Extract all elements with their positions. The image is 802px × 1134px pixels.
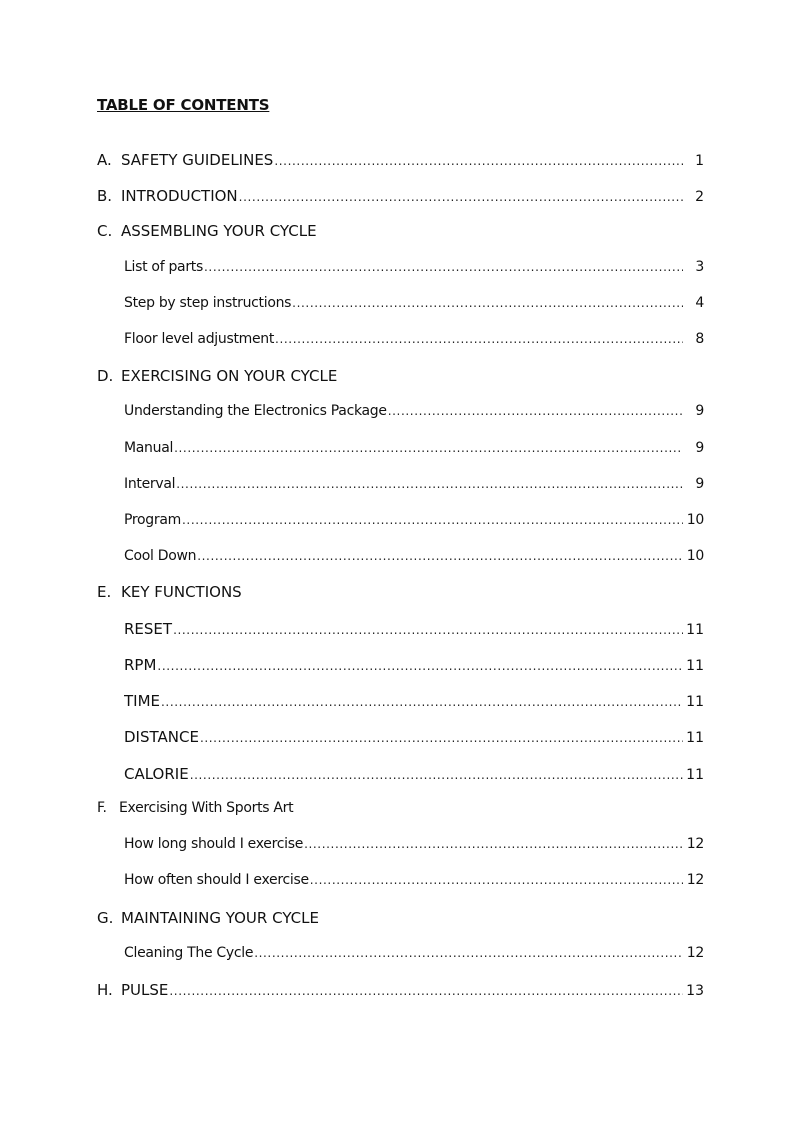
- toc-entry-pulse: [97, 981, 704, 999]
- toc-entry-letter: C.: [97, 222, 113, 240]
- toc-entry-page: 4: [695, 295, 704, 311]
- toc-entry-text: Interval: [124, 476, 176, 492]
- toc-entry-page: 11: [686, 658, 704, 674]
- toc-entry-page: 9: [695, 403, 704, 419]
- toc-entry-page: 11: [686, 694, 704, 710]
- toc-entry-text: Exercising With Sports Art: [119, 800, 294, 816]
- toc-entry-introduction: [97, 187, 704, 205]
- toc-entry-page: 3: [695, 259, 704, 275]
- toc-entry-text: TIME: [124, 692, 161, 710]
- dot-leader: [161, 695, 683, 709]
- toc-entry-letter: H.: [97, 981, 113, 999]
- toc-entry-text: List of parts: [124, 259, 203, 275]
- dot-leader: [169, 984, 683, 998]
- toc-entry-page: 8: [695, 331, 704, 347]
- toc-entry-text: Cleaning The Cycle: [124, 945, 254, 961]
- toc-entry-letter: G.: [97, 909, 114, 927]
- toc-entry-text: Program: [124, 512, 181, 528]
- toc-title: TABLE OF CONTENTS: [97, 96, 270, 114]
- toc-entry-text: MAINTAINING YOUR CYCLE: [121, 909, 319, 927]
- toc-entry-text: Cool Down: [124, 548, 197, 564]
- toc-entry-program: [124, 512, 704, 528]
- toc-entry-text: Floor level adjustment: [124, 331, 275, 347]
- toc-entry-text: Understanding the Electronics Package: [124, 403, 387, 419]
- toc-entry-letter: A.: [97, 151, 112, 169]
- toc-entry-text: Step by step instructions: [124, 295, 292, 311]
- dot-leader: [292, 296, 683, 310]
- toc-section-maintaining: [97, 909, 704, 927]
- toc-entry-reset: [124, 620, 704, 638]
- dot-leader: [310, 873, 683, 887]
- toc-entry-calorie: [124, 765, 704, 783]
- toc-entry-text: DISTANCE: [124, 728, 199, 746]
- toc-entry-page: 1: [695, 153, 704, 169]
- toc-entry-step-by-step: [124, 295, 704, 311]
- toc-entry-rpm: [124, 656, 704, 674]
- toc-section-assembling: [97, 222, 704, 240]
- toc-entry-letter: E.: [97, 583, 112, 601]
- toc-entry-page: 10: [686, 512, 704, 528]
- toc-entry-page: 11: [686, 767, 704, 783]
- toc-entry-text: RPM: [124, 656, 157, 674]
- toc-entry-floor-level: [124, 331, 704, 347]
- toc-entry-text: KEY FUNCTIONS: [121, 583, 242, 601]
- toc-section-exercising-sports-art: [97, 800, 704, 816]
- toc-entry-page: 13: [686, 983, 704, 999]
- toc-entry-page: 11: [686, 730, 704, 746]
- toc-entry-letter: B.: [97, 187, 113, 205]
- toc-entry-text: How often should I exercise: [124, 872, 309, 888]
- toc-entry-page: 9: [695, 476, 704, 492]
- toc-entry-letter: F.: [97, 800, 107, 816]
- toc-entry-text: CALORIE: [124, 765, 189, 783]
- toc-entry-letter: D.: [97, 367, 114, 385]
- toc-entry-page: 9: [695, 440, 704, 456]
- toc-entry-how-often: [124, 872, 704, 888]
- toc-entry-text: EXERCISING ON YOUR CYCLE: [121, 367, 338, 385]
- toc-entry-page: 11: [686, 622, 704, 638]
- toc-entry-page: 12: [686, 945, 704, 961]
- toc-entry-text: RESET: [124, 620, 173, 638]
- dot-leader: [200, 731, 683, 745]
- toc-entry-text: ASSEMBLING YOUR CYCLE: [121, 222, 317, 240]
- toc-entry-electronics: [124, 403, 704, 419]
- toc-entry-text: INTRODUCTION: [121, 187, 238, 205]
- toc-entry-safety-guidelines: [97, 151, 704, 169]
- toc-entry-page: 10: [686, 548, 704, 564]
- toc-entry-page: 12: [686, 836, 704, 852]
- dot-leader: [388, 404, 683, 418]
- dot-leader: [304, 837, 683, 851]
- toc-entry-text: PULSE: [121, 981, 169, 999]
- dot-leader: [176, 477, 683, 491]
- toc-entry-time: [124, 692, 704, 710]
- toc-entry-page: 2: [695, 189, 704, 205]
- toc-entry-text: SAFETY GUIDELINES: [121, 151, 274, 169]
- toc-entry-text: Manual: [124, 440, 174, 456]
- dot-leader: [190, 768, 683, 782]
- toc-entry-page: 12: [686, 872, 704, 888]
- toc-entry-distance: [124, 728, 704, 746]
- toc-section-exercising: [97, 367, 704, 385]
- toc-entry-text: How long should I exercise: [124, 836, 304, 852]
- toc-entry-cleaning: [124, 945, 704, 961]
- dot-leader: [157, 659, 683, 673]
- dot-leader: [173, 623, 683, 637]
- toc-entry-list-of-parts: [124, 259, 704, 275]
- toc-section-key-functions: [97, 583, 704, 601]
- toc-entry-manual: [124, 440, 704, 456]
- toc-entry-how-long: [124, 836, 704, 852]
- dot-leader: [274, 154, 683, 168]
- dot-leader: [275, 332, 683, 346]
- dot-leader: [182, 513, 683, 527]
- dot-leader: [197, 549, 683, 563]
- toc-entry-cool-down: [124, 548, 704, 564]
- dot-leader: [254, 946, 683, 960]
- toc-entry-interval: [124, 476, 704, 492]
- dot-leader: [204, 260, 683, 274]
- dot-leader: [174, 441, 683, 455]
- dot-leader: [239, 190, 683, 204]
